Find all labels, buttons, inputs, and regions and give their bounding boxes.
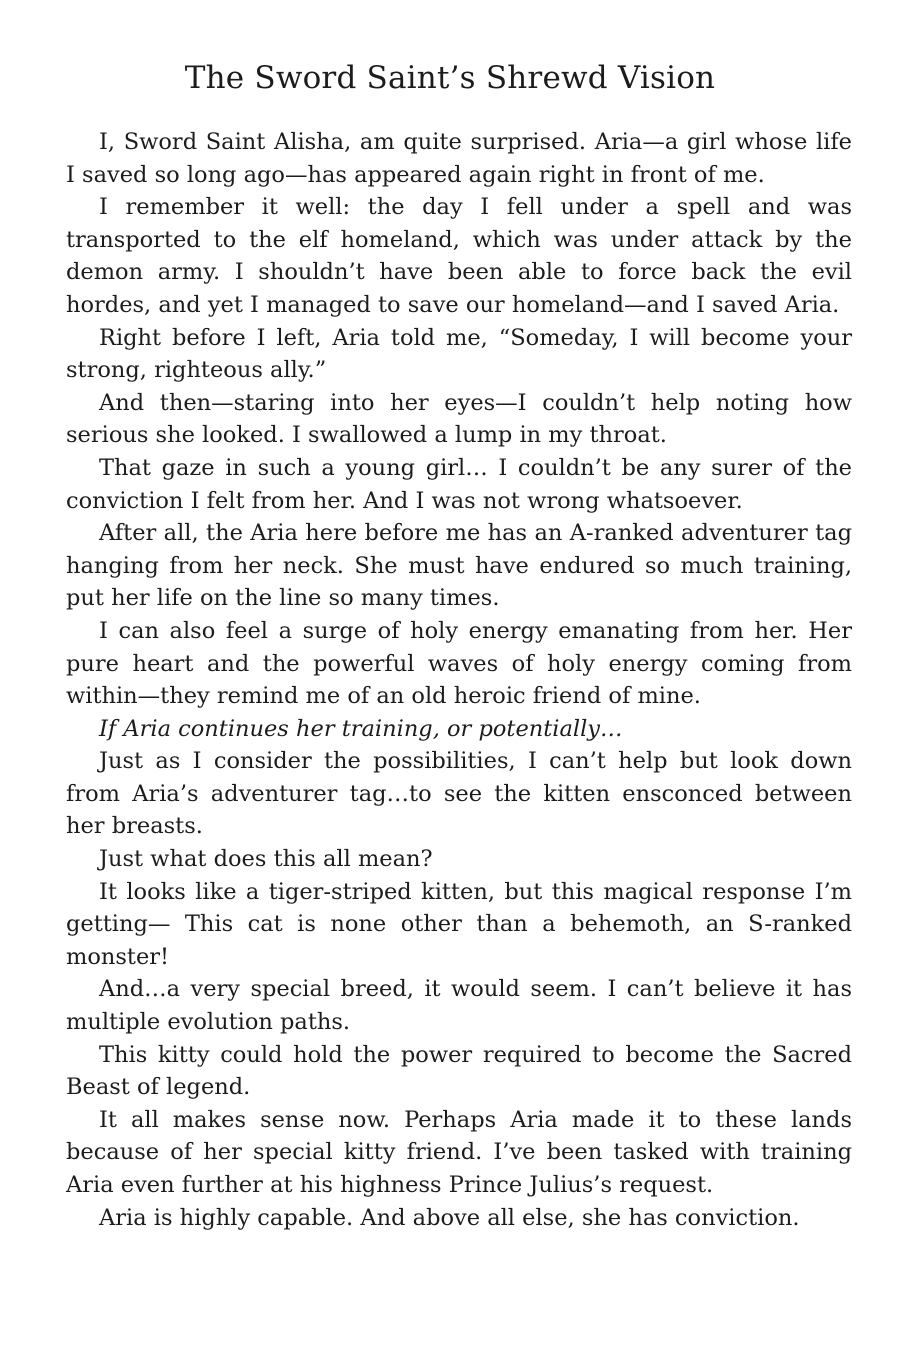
paragraph: And…a very special breed, it would seem. I can’t believe it has multiple evolution paths. [66, 976, 852, 1036]
paragraph: After all, the Aria here before me has an A-ranked adventurer tag hanging from her neck. She must have endured so much training, put her life on the line so many times. [66, 520, 852, 612]
paragraph: Right before I left, Aria told me, “Someday, I will become your strong, righteous ally.” [66, 324, 852, 384]
paragraph: And then—staring into her eyes—I couldn’t help noting how serious she looked. I swallowed a lump in my throat. [66, 389, 852, 449]
paragraph: This kitty could hold the power required to become the Sacred Beast of legend. [66, 1041, 852, 1101]
paragraph: It all makes sense now. Perhaps Aria made it to these lands because of her special kitty friend. I’ve been tasked with training Aria even further at his highness Prince Julius’s request. [66, 1106, 852, 1198]
paragraph: That gaze in such a young girl… I couldn’t be any surer of the conviction I felt from her. And I was not wrong whatsoever. [66, 454, 852, 514]
paragraph: I, Sword Saint Alisha, am quite surprised. Aria—a girl whose life I saved so long ago—has appeared again right in front of me. [66, 129, 852, 188]
chapter-body [66, 126, 852, 1234]
paragraph: Aria is highly capable. And above all else, she has conviction. [99, 1204, 800, 1231]
chapter-title: The Sword Saint’s Shrewd Vision [184, 60, 716, 96]
paragraph: I remember it well: the day I fell under a spell and was transported to the elf homeland, which was under attack by the demon army. I shouldn’t have been able to force back the evil hordes, and yet I managed to save our homeland—and I saved Aria. [66, 194, 852, 318]
paragraph: Just what does this all mean? [99, 846, 433, 873]
paragraph: It looks like a tiger-striped kitten, but this magical response I’m getting— This cat is none other than a behemoth, an S-ranked monster! [66, 878, 852, 970]
paragraph: Just as I consider the possibilities, I can’t help but look down from Aria’s adventurer tag…to see the kitten ensconced between her breasts. [66, 748, 852, 840]
paragraph: I can also feel a surge of holy energy emanating from her. Her pure heart and the powerful waves of holy energy coming from within—they remind me of an old heroic friend of mine. [66, 617, 852, 710]
paragraph-italic: If Aria continues her training, or potentially… [99, 715, 623, 742]
